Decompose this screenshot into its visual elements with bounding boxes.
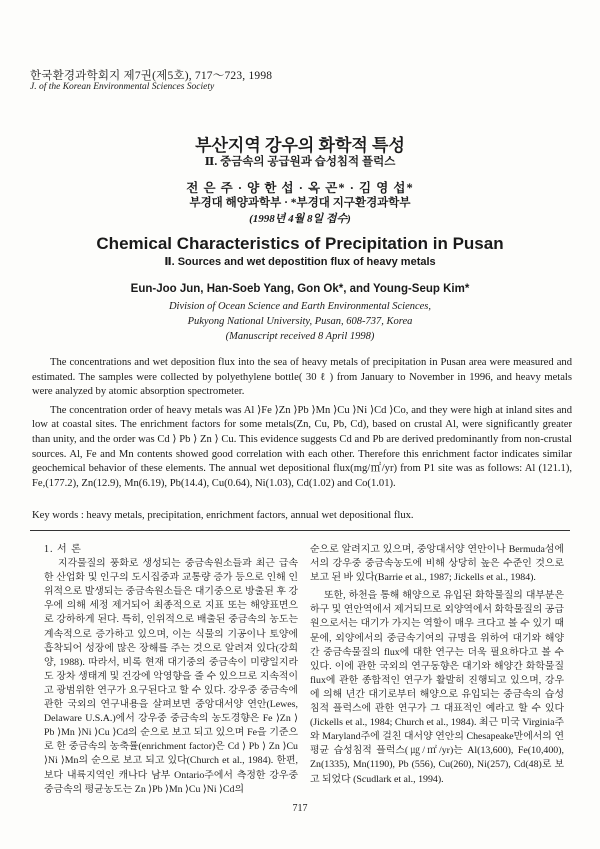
abstract-paragraph-2: The concentration order of heavy metals was Al ⟩Fe ⟩Zn ⟩Pb ⟩Mn ⟩Cu ⟩Ni ⟩Cd ⟩Co, and they were high at inland sites and low at coastal sites. The enrichment factors for some metals(Zn, Cu, Pb, Cd), based on crustal Al, were significantly greater than unity, and the order was Cd ⟩ Pb ⟩ Zn ⟩ Cu. This evidence suggests Cd and Pb are derived predominantly from non-crustal sources. Al, Fe and Mn contents showed good correlation with each other. Therefore this enrichment factor indicates similar geochemical behavior of these elements. The annual wet depositional flux(mg/㎡/yr) from P1 site was as follows: Al (121.1), Fe,(177.2), Zn(12.9), Mn(6.19), Pb(14.4), Cu(0.64), Ni(1.03), Cd(1.02) and Co(1.01). [32,404,572,489]
korean-affiliation: 부경대 해양과학부 · *부경대 지구환경과학부 [189,197,411,209]
korean-subtitle: Ⅱ. 중금속의 공급원과 습성침적 플럭스 [204,156,396,168]
body-paragraph: 지각물질의 풍화로 생성되는 중금속원소들과 최근 급속한 산업화 및 인구의 도시집중과 교통량 증가 등으로 인해 인위적으로 발생되는 중금속원소들은 대기중으로 방출된 후 강우에 의해 세정 제거되어 최종적으로 지표 또는 해양표면으로 강하하게 된다. 특히, 인위적으로 배출된 중금속의 농도는 계속적으로 증가하고 있으며, 이는 식물의 기공이나 토양에 흡착되어 성장에 많은 장해를 주는 것으로 알려져 있다(강희양, 1988). 따라서, 비록 현재 대기중의 중금속이 미량일지라도 장차 생태계 및 건강에 악영향을 줄 수 있으므로 지속적이고 광범위한 연구가 요구된다고 할 수 있다. 강우중 중금속에 관한 국외의 연구내용을 살펴보면 중앙대서양 연안(Lewes, Delaware U.S.A.)에서 강우중 중금속의 농도경향은 Fe ⟩Zn ⟩Pb ⟩Mn ⟩Ni ⟩Cu ⟩Cd의 순으로 보고 되고 있으며 Fe을 기준으로 한 중금속의 농축률(enrichment factor)은 Cd ⟩ Pb ⟩ Zn ⟩Cu ⟩Ni ⟩Mn의 순으로 보고 되고 있다(Church et al., 1984). 한편, 보다 내륙지역인 캐나다 남부 Ontario주에서 측정한 강우중 중금속의 평균농도는 Zn ⟩Pb ⟩Mn ⟩Cu ⟩Ni ⟩Cd의 [44,558,298,795]
body-column-left [44,543,298,797]
korean-authors: 전 은 주 · 양 한 섭 · 옥 곤* · 김 영 섭* [186,181,414,195]
abstract-paragraph-1: The concentrations and wet deposition flux into the sea of heavy metals of precipitation in Pusan area were measured and estimated. The samples were collected by polyethylene bottle( 30 ℓ ) from January to November in 1996, and heavy metals were analyzed by atomic absorption spectrometer. [32,357,572,398]
english-authors: Eun-Joo Jun, Han-Soeb Yang, Gon Ok*, and Young-Seup Kim* [130,283,470,295]
korean-title: 부산지역 강우의 화학적 특성 [195,136,405,155]
english-received-date: (Manuscript received 8 April 1998) [225,331,375,342]
journal-name: J. of the Korean Environmental Sciences Society [30,82,215,92]
korean-received-date: (1998년 4월 8일 접수) [249,213,351,225]
english-affiliation [0,299,600,344]
body-paragraph: 또한, 하천을 통해 해양으로 유입된 화학물질의 대부분은 하구 및 연안역에서 제거되므로 외양역에서 화학물질의 공급원으로서는 대기가 가지는 역할이 매우 크다고 볼 수 있기 때문에, 외양에서의 중금속기여의 규명을 위하여 대기와 해양간 중금속물질의 flux에 대한 연구는 더욱 필요하다고 볼 수 있다. 이에 관한 국외의 연구동향은 대기와 해양간 화학물질 flux에 관한 종합적인 연구가 활발히 진행되고 있으며, 강우에 의해 년간 대기로부터 해양으로 유입되는 중금속의 습성침적 플럭스에 관한 연구가 그 대표적인 예라고 할 수 있다(Jickells et al., 1984; Church et al., 1984). 최근 미국 Virginia주와 Maryland주에 걸친 대서양 연안의 Chesapeake만에서의 연 평균 습성침적 플럭스(㎍/㎡/yr)는 Al(13,600), Fe(10,400), Zn(1335), Mn(1190), Pb (556), Cu(260), Ni(257), Cd(48)로 보고 되었다 (Scudlark et al., 1994). [310,590,564,785]
body-column-right [310,543,564,787]
affiliation-line-2: Pukyong National University, Pusan, 608-737, Korea [187,316,413,327]
keywords: Key words : heavy metals, precipitation, enrichment factors, annual wet depositional flux. [32,510,414,521]
english-subtitle: Ⅱ. Sources and wet depostition flux of heavy metals [164,256,436,268]
page-number: 717 [292,803,308,814]
affiliation-line-1: Division of Ocean Science and Earth Environmental Sciences, [168,301,432,312]
divider [30,530,570,531]
section-heading: 1. 서 론 [44,544,82,555]
body-paragraph: 순으로 알려지고 있으며, 중앙대서양 연안이나 Bermuda섬에서의 강우중 중금속농도에 비해 상당히 높은 수준인 것으로 보고 된 바 있다(Barrie et al., 1987; Jickells et al., 1984). [310,544,564,584]
english-title: Chemical Characteristics of Precipitation in Pusan [96,234,504,253]
abstract [32,356,572,491]
journal-citation: 한국환경과학회지 제7권(제5호), 717～723, 1998 [30,70,273,82]
